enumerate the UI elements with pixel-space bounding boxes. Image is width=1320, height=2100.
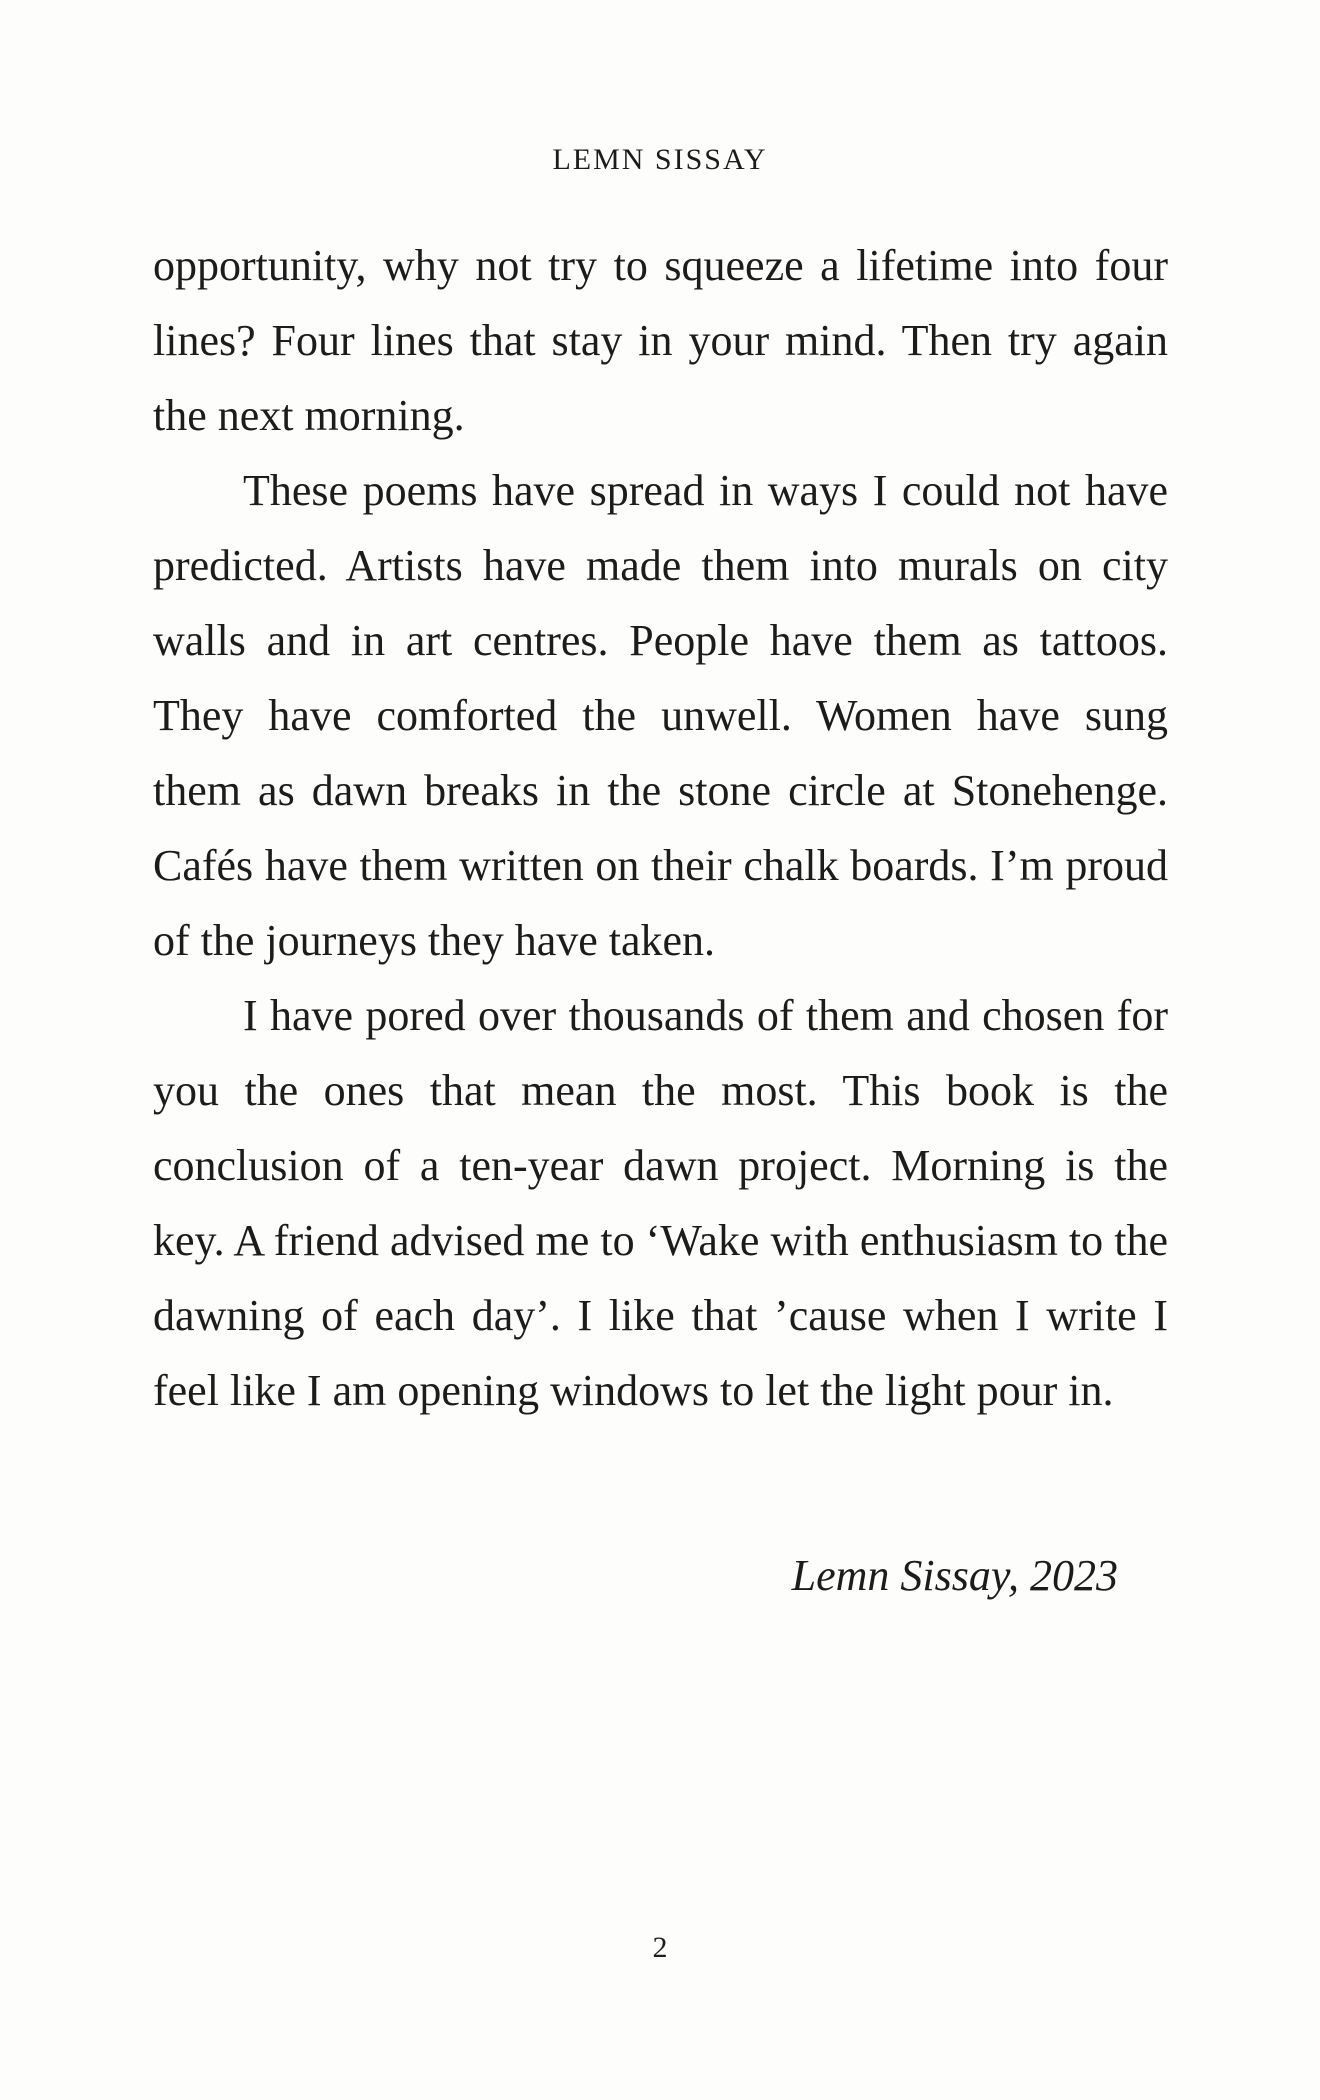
paragraph: I have pored over thousands of them and chosen for you the ones that mean the most. This book is the conclusion of a ten-year dawn project. Morning is the key. A friend advised me to ‘Wake with enthusiasm to the dawning of each day’. I like that ’cause when I write I feel like I am opening windows to let the light pour in. xyxy=(153,991,1168,1415)
body-text xyxy=(153,228,1168,1428)
running-head: LEMN SISSAY xyxy=(552,143,768,176)
paragraph-continued: opportunity, why not try to squeeze a lifetime into four lines? Four lines that stay in your mind. Then try again the next morning. xyxy=(153,241,1168,440)
page-number: 2 xyxy=(652,1931,668,1964)
author-signature: Lemn Sissay, 2023 xyxy=(791,1551,1118,1600)
paragraph: These poems have spread in ways I could not have predicted. Artists have made them into murals on city walls and in art centres. People have them as tattoos. They have comforted the unwell. Women have sung them as dawn breaks in the stone circle at Stonehenge. Cafés have them written on their chalk boards. I’m proud of the journeys they have taken. xyxy=(153,466,1168,965)
